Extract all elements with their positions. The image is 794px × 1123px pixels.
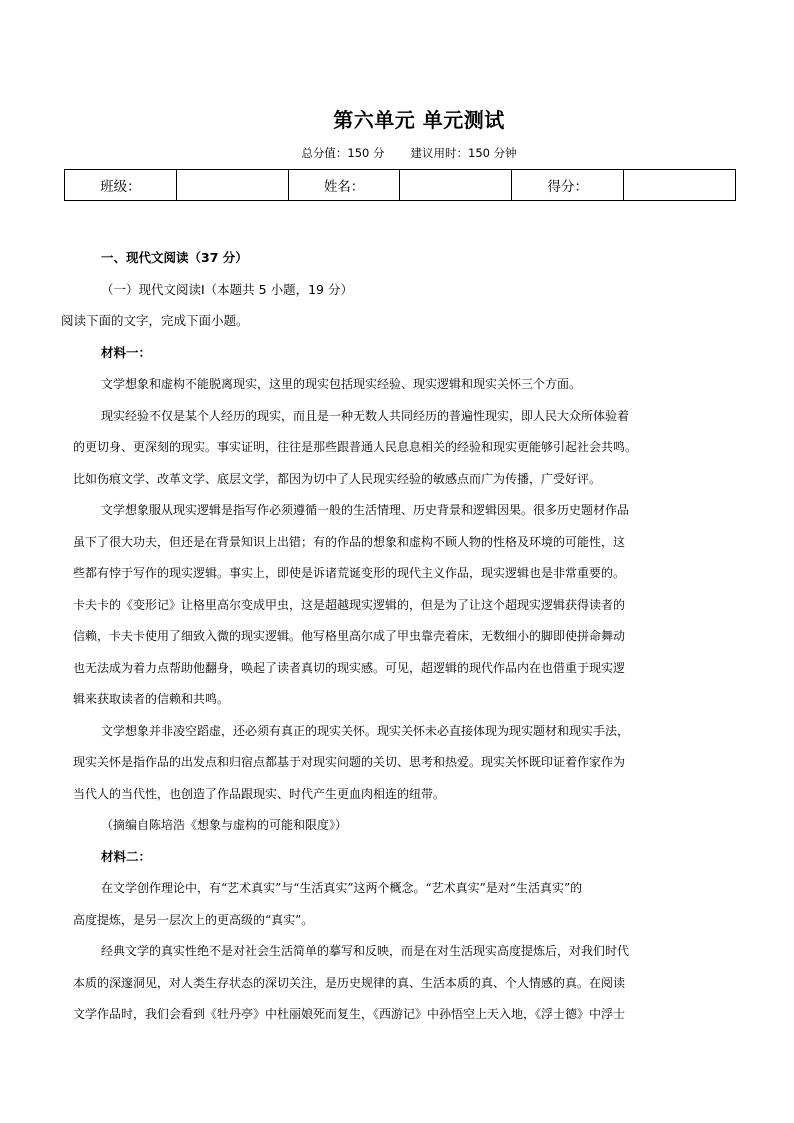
material-one-label: 材料一： — [101, 344, 152, 360]
paragraph-line: 当代人的当代性，也创造了作品跟现实、时代产生更血肉相连的纽带。 — [73, 786, 446, 801]
name-field[interactable] — [400, 170, 512, 201]
paragraph-line: 辑来获取读者的信赖和共鸣。 — [73, 692, 230, 706]
paragraph-line: 现实经验不仅是某个人经历的现实，而且是一种无数人共同经历的普遍性现实，即人民大众所体验着 — [101, 408, 630, 423]
exam-meta — [0, 145, 794, 161]
source-citation: （摘编自陈培浩《想象与虚构的可能和限度》） — [101, 818, 348, 832]
paragraph-line: 也无法成为着力点帮助他翻身，唤起了读者真切的现实感。可见，超逻辑的现代作品内在也借重于现实逻 — [73, 660, 626, 675]
exam-body — [61, 247, 733, 1035]
name-label: 姓名： — [288, 170, 400, 201]
score-label: 得分： — [512, 170, 624, 201]
subsection-heading: （一）现代文阅读Ⅰ（本题共 5 小题，19 分） — [101, 281, 353, 297]
info-table — [64, 169, 736, 201]
paragraph-line: 比如伤痕文学、改革文学、底层文学，都因为切中了人民现实经验的敏感点而广为传播，广受好评。 — [73, 471, 602, 486]
paragraph-line: 虽下了很大功夫，但还是在背景知识上出错；有的作品的想象和虚构不顾人物的性格及环境的可能性，这 — [73, 534, 626, 549]
total-score: 总分值：150 分 — [301, 146, 385, 160]
paragraph-line: 在文学创作理论中，有“艺术真实”与“生活真实”这两个概念。“艺术真实”是对“生活真实”的 — [101, 881, 583, 895]
paragraph-line: 本质的深邃洞见，对人类生存状态的深切关注，是历史规律的真、生活本质的真、个人情感的真。在阅读 — [73, 975, 626, 990]
score-field[interactable] — [624, 170, 736, 201]
paragraph-line: 的更切身、更深刻的现实。事实证明，往往是那些跟普通人民息息相关的经验和现实更能够引起社会共鸣。 — [73, 440, 638, 454]
page-title: 第六单元 单元测试 — [333, 108, 505, 132]
class-label: 班级： — [65, 170, 177, 201]
class-field[interactable] — [176, 170, 288, 201]
material-two-label: 材料二： — [101, 848, 152, 864]
reading-instruction: 阅读下面的文字，完成下面小题。 — [61, 313, 249, 328]
paragraph-line: 信赖，卡夫卡使用了细致入微的现实逻辑。他写格里高尔成了甲虫靠壳着床，无数细小的脚即使拼命舞动 — [73, 629, 626, 643]
paragraph-line: 高度提炼，是另一层次上的更高级的“真实”。 — [73, 912, 314, 927]
section-heading: 一、现代文阅读（37 分） — [101, 250, 248, 265]
paragraph-line: 文学想象并非凌空蹈虚，还必须有真正的现实关怀。现实关怀未必直接体现为现实题材和现实手法， — [101, 723, 630, 738]
paragraph-line: 文学想象和虚构不能脱离现实，这里的现实包括现实经验、现实逻辑和现实关怀三个方面。 — [101, 377, 582, 391]
paragraph-line: 经典文学的真实性绝不是对社会生活简单的摹写和反映，而是在对生活现实高度提炼后，对我们时代 — [101, 944, 630, 958]
paragraph-line: 文学作品时，我们会看到《牡丹亭》中杜丽娘死而复生，《西游记》中孙悟空上天入地，《浮士德》中浮士 — [73, 1007, 626, 1021]
paragraph-line: 文学想象服从现实逻辑是指写作必须遵循一般的生活情理、历史背景和逻辑因果。很多历史题材作品 — [101, 503, 630, 517]
paragraph-line: 卡夫卡的《变形记》让格里高尔变成甲虫，这是超越现实逻辑的，但是为了让这个超现实逻辑获得读者的 — [73, 597, 626, 612]
paragraph-line: 些都有悖于写作的现实逻辑。事实上，即使是诉诸荒诞变形的现代主义作品，现实逻辑也是非常重要的。 — [73, 566, 626, 580]
suggested-time: 建议用时：150 分钟 — [410, 146, 517, 160]
paragraph-line: 现实关怀是指作品的出发点和归宿点都基于对现实问题的关切、思考和热爱。现实关怀既印证着作家作为 — [73, 755, 626, 769]
